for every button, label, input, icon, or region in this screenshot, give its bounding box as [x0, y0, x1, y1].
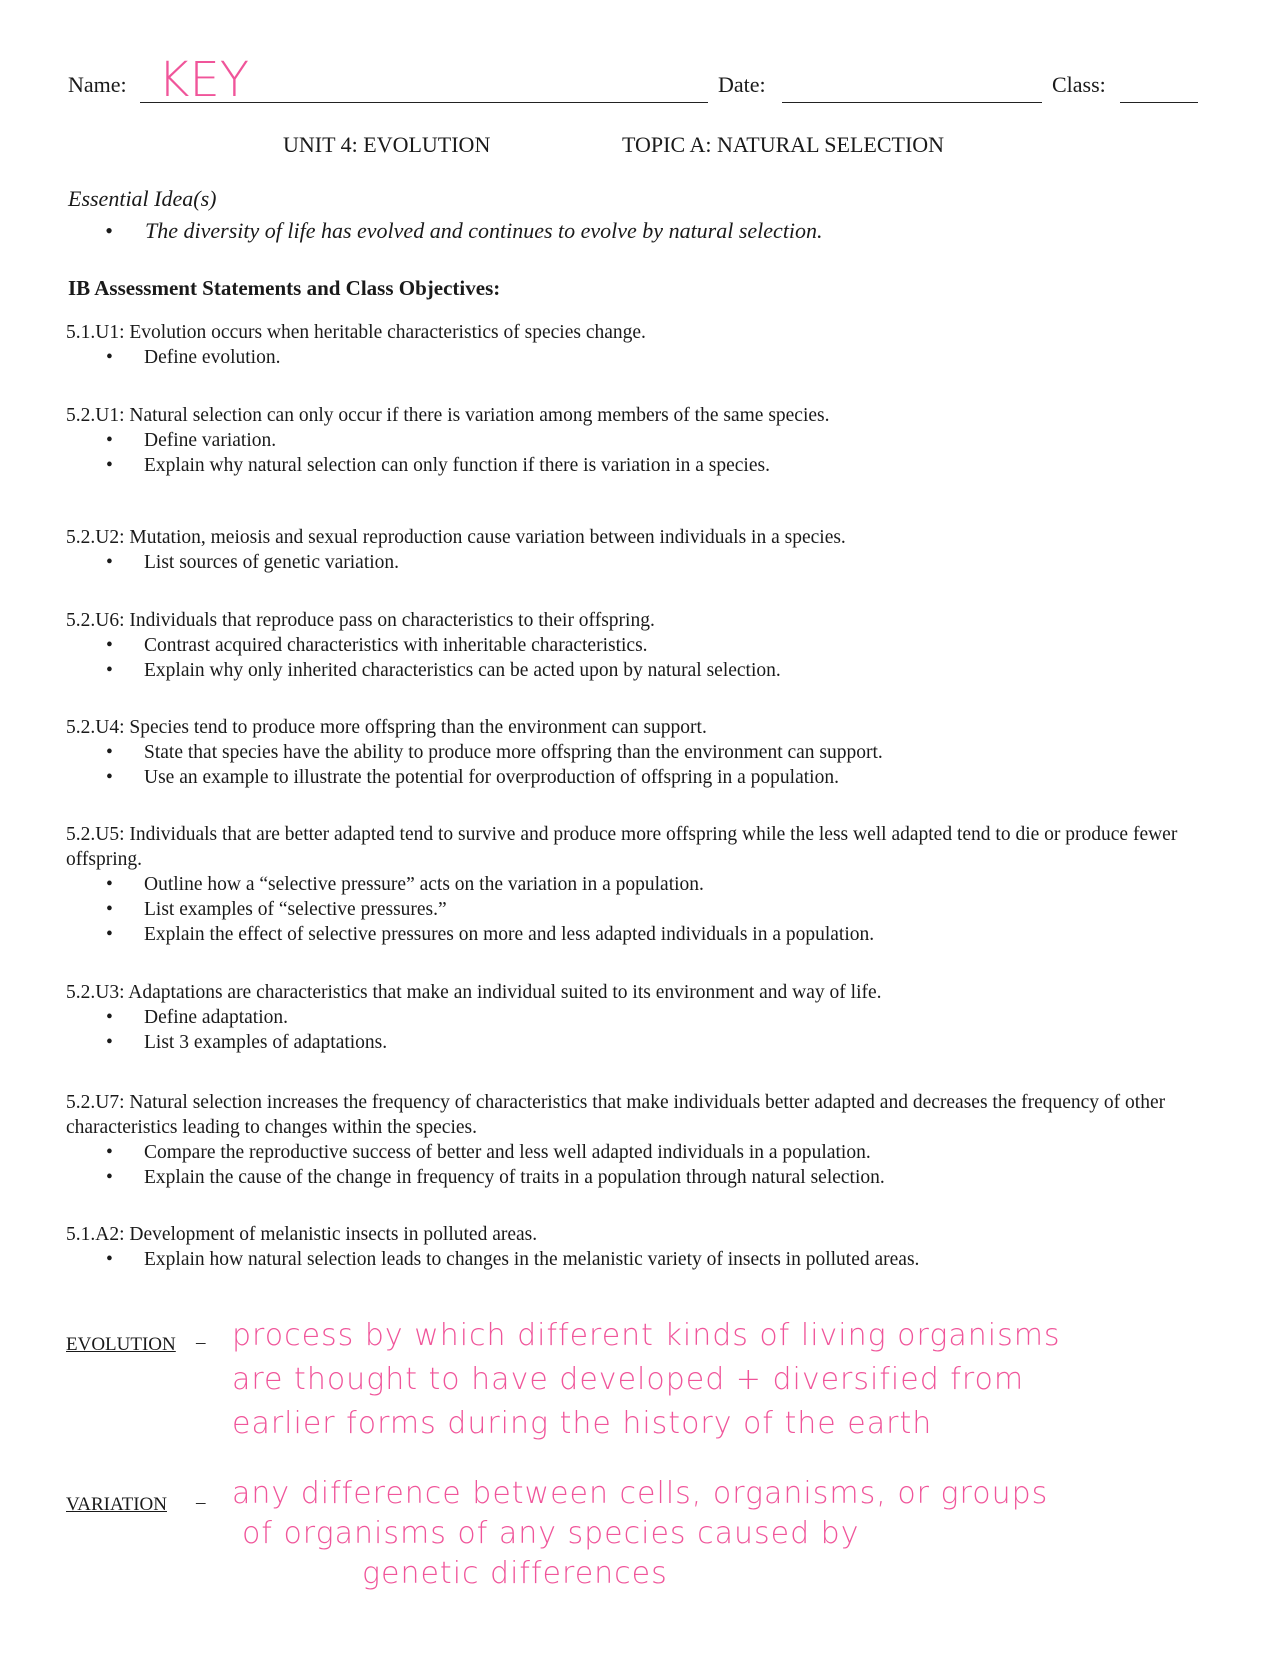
term-dash: –: [196, 1492, 206, 1513]
objective-bullet: • Use an example to illustrate the potential for overproduction of offspring in a population.: [144, 765, 1216, 790]
objective-block: [66, 525, 1216, 575]
objective-statement: 5.2.U3: Adaptations are characteristics that make an individual suited to its environment and way of life.: [66, 982, 882, 1003]
definition-line: are thought to have developed + diversified from: [232, 1362, 1025, 1397]
definition-line: any difference between cells, organisms, or groups: [232, 1476, 1049, 1511]
term-evolution: EVOLUTION: [66, 1334, 176, 1355]
objective-bullet: • Contrast acquired characteristics with inheritable characteristics.: [144, 633, 1216, 658]
term-dash: –: [196, 1332, 206, 1353]
objective-bullet: • State that species have the ability to produce more offspring than the environment can support.: [144, 740, 1216, 765]
objective-block: [66, 608, 1216, 683]
objective-bullet: • Define evolution.: [144, 345, 1216, 370]
objective-bullet: • Compare the reproductive success of better and less well adapted individuals in a population.: [144, 1140, 1216, 1165]
definition-evolution: [232, 1314, 1061, 1446]
topic-title: TOPIC A: NATURAL SELECTION: [622, 132, 945, 157]
objective-bullet: • List 3 examples of adaptations.: [144, 1030, 1216, 1055]
objective-block: [66, 1090, 1216, 1190]
definition-line: process by which different kinds of living organisms: [232, 1318, 1061, 1353]
objective-statement: 5.2.U2: Mutation, meiosis and sexual reproduction cause variation between individuals in a species.: [66, 527, 846, 548]
objective-bullet: • Explain how natural selection leads to changes in the melanistic variety of insects in polluted areas.: [144, 1247, 1216, 1272]
date-label: Date:: [718, 72, 766, 97]
objective-block: [66, 320, 1216, 370]
objective-statement: 5.1.A2: Development of melanistic insects in polluted areas.: [66, 1224, 538, 1245]
date-field[interactable]: [782, 78, 1042, 103]
term-variation: VARIATION: [66, 1494, 167, 1515]
objective-block: [66, 1222, 1216, 1272]
objective-bullet: • Explain why natural selection can only function if there is variation in a species.: [144, 453, 1216, 478]
essential-idea-item: • The diversity of life has evolved and continues to evolve by natural selection.: [145, 218, 823, 244]
definition-line: genetic differences: [362, 1556, 668, 1591]
class-label: Class:: [1052, 72, 1106, 97]
objective-block: [66, 980, 1216, 1055]
objective-bullet: • Define adaptation.: [144, 1005, 1216, 1030]
unit-title: UNIT 4: EVOLUTION: [283, 132, 491, 157]
objective-statement: 5.2.U6: Individuals that reproduce pass on characteristics to their offspring.: [66, 610, 655, 631]
objective-block: [66, 403, 1216, 478]
objective-statement: 5.2.U1: Natural selection can only occur if there is variation among members of the same species.: [66, 405, 830, 426]
objective-statement: 5.2.U7: Natural selection increases the frequency of characteristics that make individuals better adapted and decreases the frequency of other characteristics leading to changes within the species.: [66, 1092, 1166, 1138]
objective-bullet: • Explain the effect of selective pressures on more and less adapted individuals in a population.: [144, 922, 1216, 947]
objectives-heading: IB Assessment Statements and Class Objectives:: [68, 276, 501, 300]
objective-statement: 5.2.U5: Individuals that are better adapted tend to survive and produce more offspring while the less well adapted tend to die or produce fewer offspring.: [66, 824, 1178, 870]
objective-block: [66, 715, 1216, 790]
objective-bullet: • List examples of “selective pressures.”: [144, 897, 1216, 922]
class-field[interactable]: [1120, 78, 1198, 103]
name-value: KEY: [158, 52, 250, 108]
definition-line: of organisms of any species caused by: [242, 1516, 860, 1551]
objective-bullet: • Explain why only inherited characteristics can be acted upon by natural selection.: [144, 658, 1216, 683]
objective-bullet: • Define variation.: [144, 428, 1216, 453]
objective-bullet: • Outline how a “selective pressure” acts on the variation in a population.: [144, 872, 1216, 897]
objective-statement: 5.2.U4: Species tend to produce more offspring than the environment can support.: [66, 717, 707, 738]
essential-idea-heading: Essential Idea(s): [68, 186, 217, 211]
objective-statement: 5.1.U1: Evolution occurs when heritable characteristics of species change.: [66, 322, 646, 343]
objective-bullet: • Explain the cause of the change in frequency of traits in a population through natural selection.: [144, 1165, 1216, 1190]
objective-block: [66, 822, 1216, 947]
objective-bullet: • List sources of genetic variation.: [144, 550, 1216, 575]
name-label: Name:: [68, 72, 127, 97]
definition-variation: [232, 1474, 1048, 1594]
definition-line: earlier forms during the history of the earth: [232, 1406, 933, 1441]
